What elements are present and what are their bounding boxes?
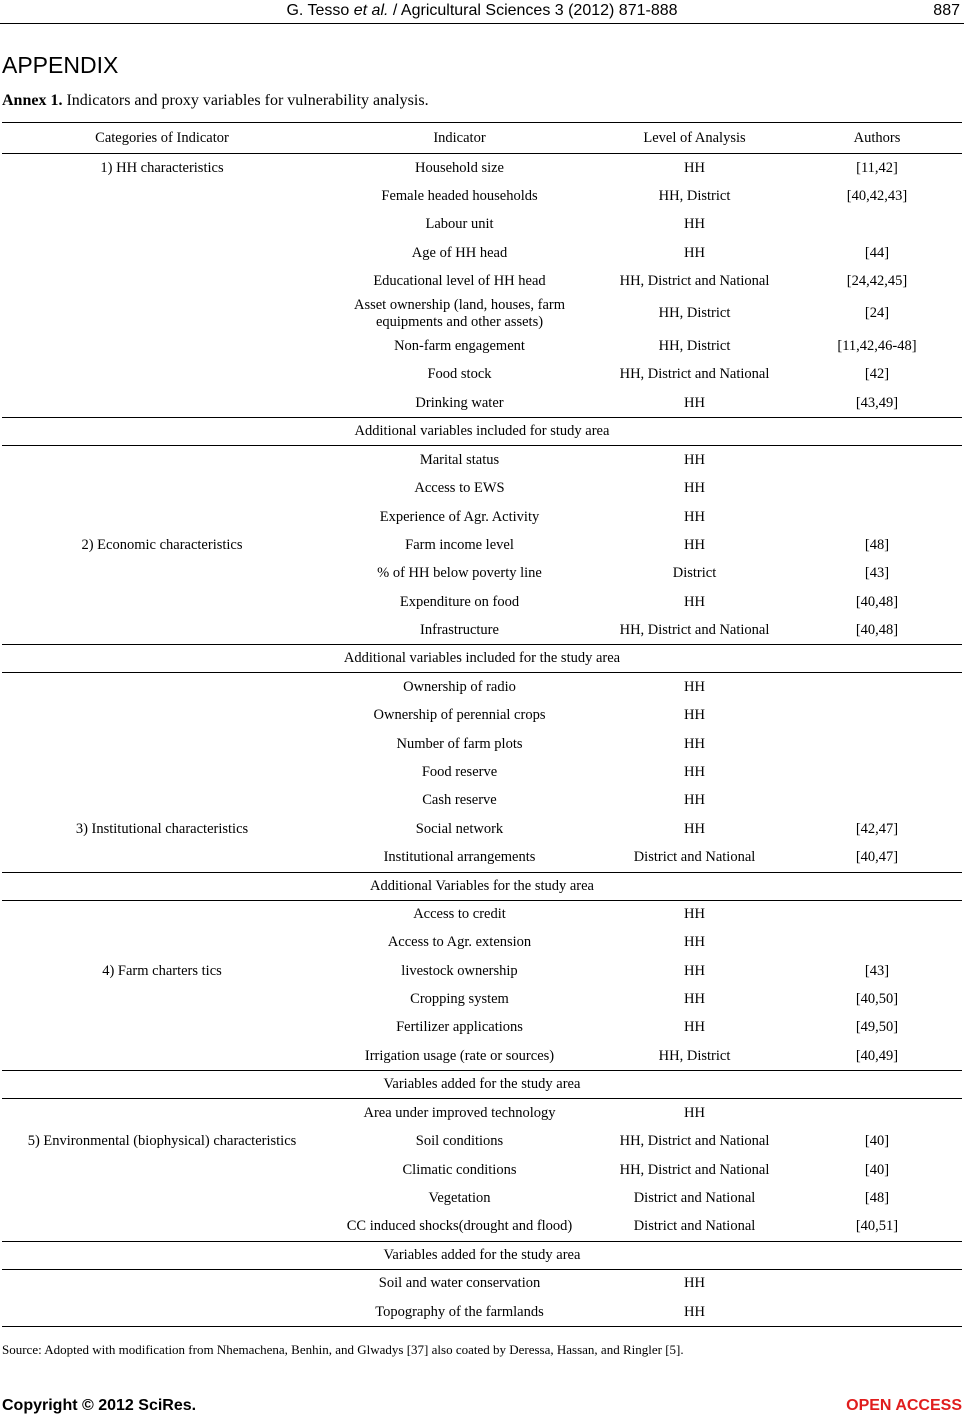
level-cell: HH, District — [658, 187, 731, 204]
table-row — [2, 1042, 962, 1071]
running-header-citation — [0, 2, 964, 20]
table-row — [2, 332, 962, 360]
authors-cell: [44] — [864, 244, 890, 261]
level-cell: HH, District — [658, 338, 731, 355]
table-row — [2, 843, 962, 872]
authors-cell: [48] — [864, 536, 890, 553]
authors-cell: [40,47] — [855, 848, 899, 865]
category-cell: 1) HH characteristics — [100, 159, 224, 176]
table-row — [2, 730, 962, 758]
column-header: Level of Analysis — [597, 123, 792, 154]
authors-cell: [42,47] — [855, 820, 899, 837]
indicator-cell: Non-farm engagement — [394, 338, 525, 355]
category-cell — [2, 1099, 322, 1128]
indicator-cell: Cash reserve — [422, 792, 497, 809]
level-cell: HH — [684, 707, 705, 724]
level-cell: HH — [684, 536, 705, 553]
column-header: Indicator — [322, 123, 597, 154]
header-journal: / Agricultural Sciences 3 (2012) 871-888 — [392, 2, 678, 19]
section-subheader-row — [2, 645, 962, 673]
authors-cell — [792, 475, 962, 503]
indicator-cell: Cropping system — [410, 991, 509, 1008]
table-caption — [2, 92, 429, 110]
authors-cell: [43] — [864, 962, 890, 979]
appendix-title: APPENDIX — [2, 52, 119, 78]
table-row — [2, 787, 962, 815]
table-row — [2, 560, 962, 588]
indicator-cell: Food reserve — [421, 763, 498, 780]
category-cell — [2, 1156, 322, 1184]
category-cell — [2, 475, 322, 503]
table-row — [2, 957, 962, 985]
indicator-cell: Topography of the farmlands — [322, 1298, 597, 1327]
table-row — [2, 1156, 962, 1184]
page-number: 887 — [933, 2, 960, 19]
table-row — [2, 239, 962, 267]
authors-cell: [40,49] — [855, 1047, 899, 1064]
authors-cell: [11,42,46-48] — [837, 338, 917, 355]
section-subheader: Additional variables included for the study area — [2, 645, 962, 673]
authors-cell — [792, 211, 962, 239]
category-cell — [2, 1042, 322, 1071]
level-cell: HH — [684, 962, 705, 979]
level-cell: HH — [684, 934, 705, 951]
indicator-cell: Social network — [415, 820, 504, 837]
table-row — [2, 758, 962, 786]
category-cell — [2, 503, 322, 531]
table-row — [2, 503, 962, 531]
level-cell: District and National — [633, 1218, 756, 1235]
category-cell — [2, 1269, 322, 1298]
category-cell: 4) Farm charters tics — [102, 962, 222, 979]
indicator-cell: Soil and water conservation — [378, 1275, 541, 1292]
level-cell: HH — [684, 763, 705, 780]
authors-cell: [40,42,43] — [846, 187, 908, 204]
level-cell: HH — [684, 244, 705, 261]
indicator-cell: Experience of Agr. Activity — [379, 508, 540, 525]
table-row — [2, 475, 962, 503]
level-cell: District and National — [633, 1189, 756, 1206]
level-cell: HH, District and National — [619, 621, 770, 638]
table-row — [2, 702, 962, 730]
authors-cell: [48] — [864, 1189, 890, 1206]
section-subheader: Variables added for the study area — [2, 1241, 962, 1269]
indicator-cell: Age of HH head — [411, 244, 508, 261]
column-header: Categories of Indicator — [2, 123, 322, 154]
level-cell: HH — [684, 452, 705, 469]
level-cell: HH — [684, 679, 705, 696]
authors-cell — [792, 673, 962, 702]
indicator-cell: CC induced shocks(drought and flood) — [346, 1218, 573, 1235]
category-cell — [2, 1298, 322, 1327]
table-row — [2, 211, 962, 239]
authors-cell: [40,50] — [855, 991, 899, 1008]
table-row — [2, 361, 962, 389]
authors-cell — [792, 730, 962, 758]
table-row — [2, 1298, 962, 1327]
table-row — [2, 1014, 962, 1042]
level-cell: HH, District — [658, 1047, 731, 1064]
category-cell — [2, 985, 322, 1013]
section-subheader-row — [2, 1071, 962, 1099]
authors-cell: [40] — [864, 1161, 890, 1178]
table-header-row — [2, 123, 962, 154]
table-row — [2, 616, 962, 645]
authors-cell: [43] — [864, 565, 890, 582]
category-cell — [2, 389, 322, 418]
category-cell — [2, 211, 322, 239]
level-cell: HH — [684, 159, 705, 176]
category-cell — [2, 787, 322, 815]
indicator-cell: Female headed households — [381, 187, 538, 204]
table-row — [2, 588, 962, 616]
level-cell: HH — [684, 735, 705, 752]
caption-text: Indicators and proxy variables for vulnerability analysis. — [62, 92, 429, 109]
indicator-cell: Institutional arrangements — [383, 848, 536, 865]
category-cell — [2, 239, 322, 267]
indicator-cell: Household size — [415, 159, 504, 176]
table-row — [2, 267, 962, 295]
authors-cell: [24,42,45] — [846, 272, 908, 289]
category-cell — [2, 843, 322, 872]
category-cell — [2, 295, 322, 332]
indicator-cell: Food stock — [427, 366, 492, 383]
open-access-label: OPEN ACCESS — [846, 1397, 962, 1414]
authors-cell: [40,48] — [855, 621, 899, 638]
table-row — [2, 929, 962, 957]
level-cell: District — [672, 565, 717, 582]
category-cell: 3) Institutional characteristics — [75, 820, 249, 837]
level-cell: HH — [684, 593, 705, 610]
level-cell: HH — [597, 1298, 792, 1327]
copyright-notice: Copyright © 2012 SciRes. — [2, 1397, 197, 1414]
category-cell — [2, 1184, 322, 1212]
table-row — [2, 446, 962, 475]
authors-cell: [24] — [864, 305, 890, 322]
authors-cell — [792, 929, 962, 957]
indicator-cell: Soil conditions — [415, 1133, 504, 1150]
category-cell — [2, 929, 322, 957]
table-row — [2, 815, 962, 843]
table-row — [2, 1099, 962, 1128]
indicator-cell: % of HH below poverty line — [377, 565, 542, 582]
indicator-cell: Fertilizer applications — [396, 1019, 523, 1036]
table-row — [2, 1128, 962, 1156]
indicators-table — [2, 122, 962, 1327]
level-cell: HH — [684, 1275, 705, 1292]
authors-cell — [792, 1298, 962, 1327]
authors-cell: [42] — [864, 366, 890, 383]
authors-cell — [792, 446, 962, 475]
authors-cell: [49,50] — [855, 1019, 899, 1036]
column-header: Authors — [792, 123, 962, 154]
level-cell: HH, District and National — [619, 1133, 770, 1150]
authors-cell: [43,49] — [855, 394, 899, 411]
indicator-cell: Area under improved technology — [363, 1104, 556, 1121]
table-row — [2, 900, 962, 929]
category-cell — [2, 900, 322, 929]
section-subheader: Additional Variables for the study area — [2, 872, 962, 900]
section-subheader: Additional variables included for study area — [2, 418, 962, 446]
level-cell: HH — [684, 792, 705, 809]
authors-cell: [40] — [864, 1133, 890, 1150]
indicator-cell: Irrigation usage (rate or sources) — [364, 1047, 555, 1064]
indicator-cell: Access to EWS — [414, 480, 505, 497]
category-cell — [2, 361, 322, 389]
authors-cell: [40,51] — [855, 1218, 899, 1235]
section-subheader: Variables added for the study area — [2, 1071, 962, 1099]
category-cell — [2, 1014, 322, 1042]
level-cell: HH, District and National — [619, 366, 770, 383]
level-cell: HH — [684, 216, 705, 233]
authors-cell — [792, 1269, 962, 1298]
category-cell — [2, 673, 322, 702]
table-row — [2, 673, 962, 702]
indicator-cell: Expenditure on food — [399, 593, 520, 610]
table-row — [2, 1213, 962, 1242]
category-cell: 5) Environmental (biophysical) characteristics — [27, 1133, 297, 1150]
indicator-cell: Access to credit — [413, 906, 506, 923]
section-subheader-row — [2, 872, 962, 900]
table-row — [2, 1269, 962, 1298]
table-row — [2, 389, 962, 418]
level-cell: HH — [684, 480, 705, 497]
level-cell: HH — [684, 991, 705, 1008]
category-cell — [2, 182, 322, 210]
category-cell — [2, 730, 322, 758]
table-row — [2, 531, 962, 559]
indicator-cell: Access to Agr. extension — [387, 934, 532, 951]
header-authors: G. Tesso — [286, 2, 350, 19]
header-etal: et al. — [353, 2, 389, 19]
indicator-cell: Infrastructure — [420, 621, 499, 638]
section-subheader-row — [2, 418, 962, 446]
section-subheader-row — [2, 1241, 962, 1269]
indicator-cell: Asset ownership (land, houses, farm equipments and other assets) — [353, 296, 565, 330]
level-cell: HH, District and National — [619, 1161, 770, 1178]
level-cell: HH, District and National — [619, 272, 770, 289]
level-cell: HH — [684, 394, 705, 411]
authors-cell — [792, 503, 962, 531]
table-row — [2, 182, 962, 210]
indicator-cell: Climatic conditions — [402, 1161, 517, 1178]
running-header — [0, 0, 964, 24]
category-cell — [2, 446, 322, 475]
category-cell — [2, 758, 322, 786]
indicator-cell: Farm income level — [405, 536, 514, 553]
level-cell: HH — [684, 820, 705, 837]
indicator-cell: Educational level of HH head — [373, 272, 546, 289]
authors-cell — [792, 758, 962, 786]
source-note: Source: Adopted with modification from Nhemachena, Benhin, and Glwadys [37] also coated by Deressa, Hassan, and Ringler [5]. — [2, 1342, 684, 1357]
indicator-cell: Marital status — [419, 452, 500, 469]
category-cell — [2, 1213, 322, 1242]
authors-cell — [792, 702, 962, 730]
level-cell: District and National — [633, 848, 756, 865]
authors-cell: [11,42] — [856, 159, 898, 176]
level-cell: HH — [684, 508, 705, 525]
indicator-cell: livestock ownership — [401, 962, 518, 979]
indicator-cell: Number of farm plots — [396, 735, 523, 752]
category-cell — [2, 267, 322, 295]
table-row — [2, 295, 962, 332]
authors-cell — [792, 1099, 962, 1128]
category-cell: 2) Economic characteristics — [81, 536, 243, 553]
indicator-cell: Ownership of radio — [403, 679, 516, 696]
caption-label: Annex 1. — [2, 92, 63, 109]
indicator-cell: Labour unit — [425, 216, 494, 233]
indicator-cell: Drinking water — [415, 394, 504, 411]
level-cell: HH — [684, 1019, 705, 1036]
category-cell — [2, 588, 322, 616]
indicator-cell: Vegetation — [428, 1189, 491, 1206]
authors-cell — [792, 900, 962, 929]
indicator-cell: Ownership of perennial crops — [373, 707, 546, 724]
category-cell — [2, 616, 322, 645]
category-cell — [2, 332, 322, 360]
authors-cell: [40,48] — [855, 593, 899, 610]
category-cell — [2, 702, 322, 730]
level-cell: HH — [684, 1104, 705, 1121]
category-cell — [2, 560, 322, 588]
level-cell: HH — [684, 906, 705, 923]
table-row — [2, 985, 962, 1013]
table-row — [2, 1184, 962, 1212]
header-rule — [0, 23, 964, 24]
level-cell: HH, District — [658, 305, 731, 322]
authors-cell — [792, 787, 962, 815]
table-row — [2, 154, 962, 183]
